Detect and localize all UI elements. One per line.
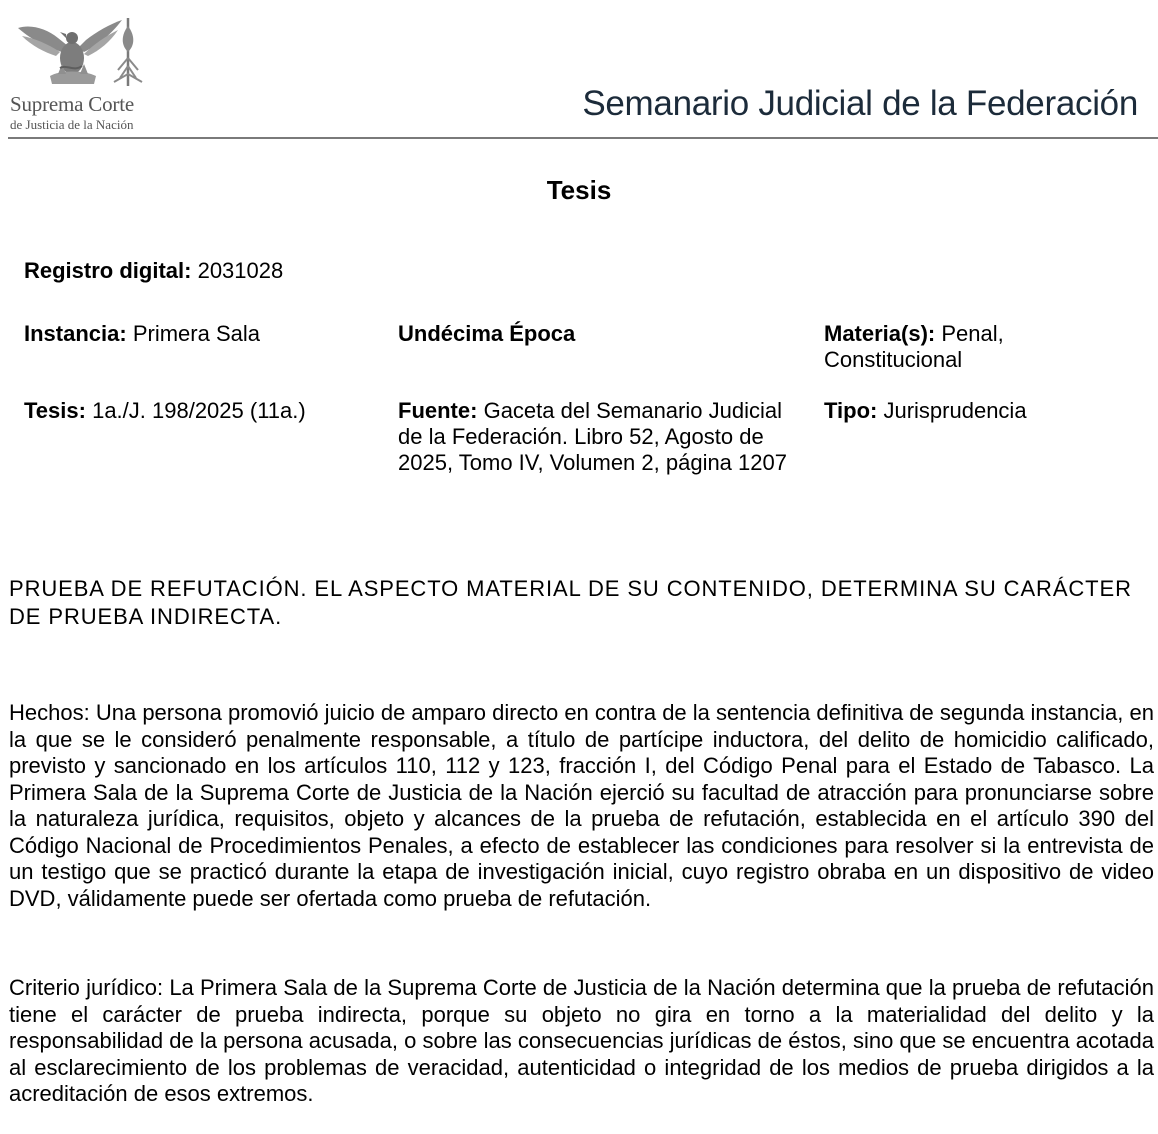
materia-label: Materia(s): [824, 321, 936, 346]
institution-subname: de Justicia de la Nación [10, 117, 134, 132]
instancia-label: Instancia: [24, 321, 127, 346]
registro-field [24, 258, 384, 284]
instancia-value: Primera Sala [132, 321, 260, 346]
institution-logo [8, 14, 148, 132]
tesis-field [24, 398, 389, 424]
page-header [0, 0, 1158, 140]
epoca-field [398, 321, 808, 347]
eagle-emblem-icon [10, 14, 145, 90]
tipo-value: Jurisprudencia [883, 398, 1027, 423]
institution-name: Suprema Corte [10, 92, 134, 116]
epoca-value: Undécima Época [398, 321, 576, 346]
fuente-label: Fuente: [398, 398, 478, 423]
materia-field [824, 321, 1084, 373]
instancia-field [24, 321, 384, 347]
thesis-title: PRUEBA DE REFUTACIÓN. EL ASPECTO MATERIAL DE SU CONTENIDO, DETERMINA SU CARÁCTER DE PRUEBA INDIRECTA. [9, 576, 1132, 629]
fuente-value: Gaceta del Semanario Judicial de la Federación. Libro 52, Agosto de 2025, Tomo IV, Volumen 2, página 1207 [398, 398, 787, 475]
header-divider [8, 137, 1158, 139]
tipo-field [824, 398, 1144, 424]
registro-label: Registro digital: [24, 258, 192, 283]
criterio-paragraph: Criterio jurídico: La Primera Sala de la Suprema Corte de Justicia de la Nación determina que la prueba de refutación tiene el carácter de prueba indirecta, porque su objeto no gira en torno a la materialidad del delito y la responsabilidad de la persona acusada, o sobre las consecuencias jurídicas de éstos, sino que se encuentra acotada al esclarecimiento de los problemas de veracidad, autenticidad o integridad de los medios de prueba dirigidos a la acreditación de esos extremos. [9, 975, 1154, 1106]
registro-value: 2031028 [197, 258, 284, 283]
document-type-heading: Tesis [546, 175, 612, 205]
tesis-value: 1a./J. 198/2025 (11a.) [92, 398, 306, 423]
tesis-label: Tesis: [24, 398, 86, 423]
hechos-paragraph: Hechos: Una persona promovió juicio de amparo directo en contra de la sentencia definitiva de segunda instancia, en la que se le consideró penalmente responsable, a título de partícipe inductora, del delito de homicidio calificado, previsto y sancionado en los artículos 110, 112 y 123, fracción I, del Código Penal para el Estado de Tabasco. La Primera Sala de la Suprema Corte de Justicia de la Nación ejerció su facultad de atracción para pronunciarse sobre la naturaleza jurídica, requisitos, objeto y alcances de la prueba de refutación, establecida en el artículo 390 del Código Nacional de Procedimientos Penales, a efecto de establecer las condiciones para resolver si la entrevista de un testigo que se practicó durante la etapa de investigación inicial, cuyo registro obraba en un dispositivo de video DVD, válidamente puede ser ofertada como prueba de refutación. [9, 700, 1154, 911]
materia-value: Penal, Constitucional [824, 321, 1004, 372]
publication-title: Semanario Judicial de la Federación [582, 84, 1138, 123]
fuente-field [398, 398, 808, 476]
tipo-label: Tipo: [824, 398, 878, 423]
